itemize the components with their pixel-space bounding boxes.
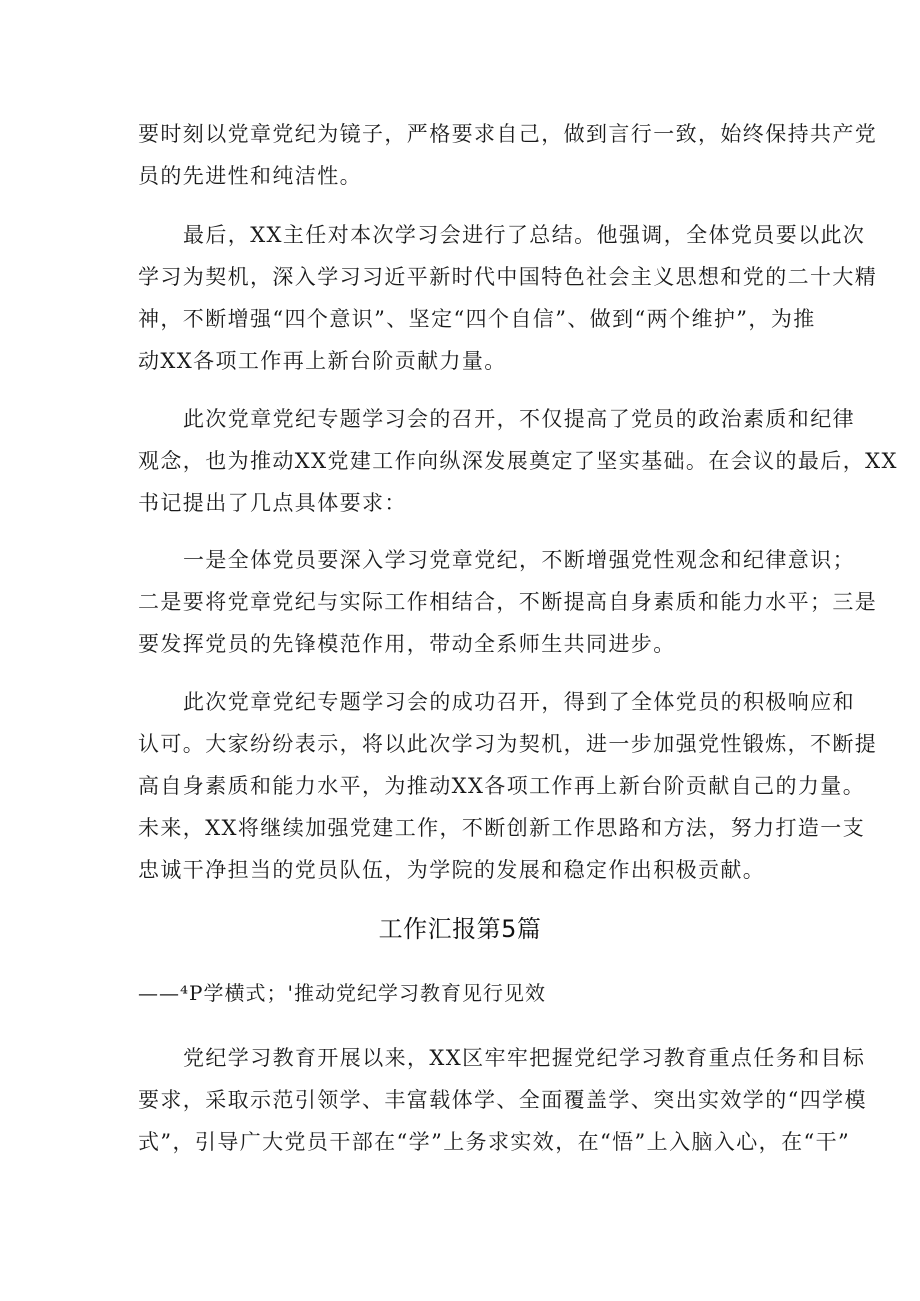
paragraph-line: 要求，采取示范引领学、丰富载体学、全面覆盖学、突出实效学的“四学模	[138, 1088, 867, 1112]
paragraph-line: 一是全体党员要深入学习党章党纪，不断增强党性观念和纪律意识；	[183, 548, 855, 572]
section-title: 工作汇报第5篇	[378, 915, 542, 943]
paragraph-line: 要时刻以党章党纪为镜子，严格要求自己，做到言行一致，始终保持共产党	[138, 122, 878, 146]
paragraph-line: 党纪学习教育开展以来，XX区牢牢把握党纪学习教育重点任务和目标	[183, 1046, 866, 1070]
paragraph-line: 最后，XX主任对本次学习会进行了总结。他强调，全体党员要以此次	[183, 223, 866, 247]
paragraph-line: 式”，引导广大党员干部在“学”上务求实效，在“悟”上入脑入心，在“干”	[138, 1130, 851, 1154]
paragraph-line: 神，不断增强“四个意识”、坚定“四个自信”、做到“两个维护”，为推	[138, 307, 816, 331]
paragraph-line: 要发挥党员的先锋模范作用，带动全系师生共同进步。	[138, 632, 676, 656]
paragraph-line: 观念，也为推动XX党建工作向纵深发展奠定了坚实基础。在会议的最后，XX	[138, 449, 898, 473]
paragraph-line: 书记提出了几点具体要求：	[138, 491, 407, 515]
section-subtitle: ——⁴P学横式；'推动党纪学习教育见行见效	[138, 981, 546, 1005]
paragraph-line: 二是要将党章党纪与实际工作相结合，不断提高自身素质和能力水平；三是	[138, 590, 878, 614]
paragraph-line: 学习为契机，深入学习习近平新时代中国特色社会主义思想和党的二十大精	[138, 265, 878, 289]
paragraph-line: 动XX各项工作再上新台阶贡献力量。	[138, 349, 507, 373]
paragraph-line: 员的先进性和纯洁性。	[138, 164, 362, 188]
paragraph-line: 高自身素质和能力水平，为推动XX各项工作再上新台阶贡献自己的力量。	[138, 774, 866, 798]
paragraph-line: 未来，XX将继续加强党建工作，不断创新工作思路和方法，努力打造一支	[138, 816, 866, 840]
paragraph-line: 此次党章党纪专题学习会的召开，不仅提高了党员的政治素质和纪律	[183, 407, 855, 431]
paragraph-line: 认可。大家纷纷表示，将以此次学习为契机，进一步加强党性锻炼，不断提	[138, 732, 878, 756]
paragraph-line: 此次党章党纪专题学习会的成功召开，得到了全体党员的积极响应和	[183, 690, 855, 714]
paragraph-line: 忠诚干净担当的党员队伍，为学院的发展和稳定作出积极贡献。	[138, 858, 766, 882]
